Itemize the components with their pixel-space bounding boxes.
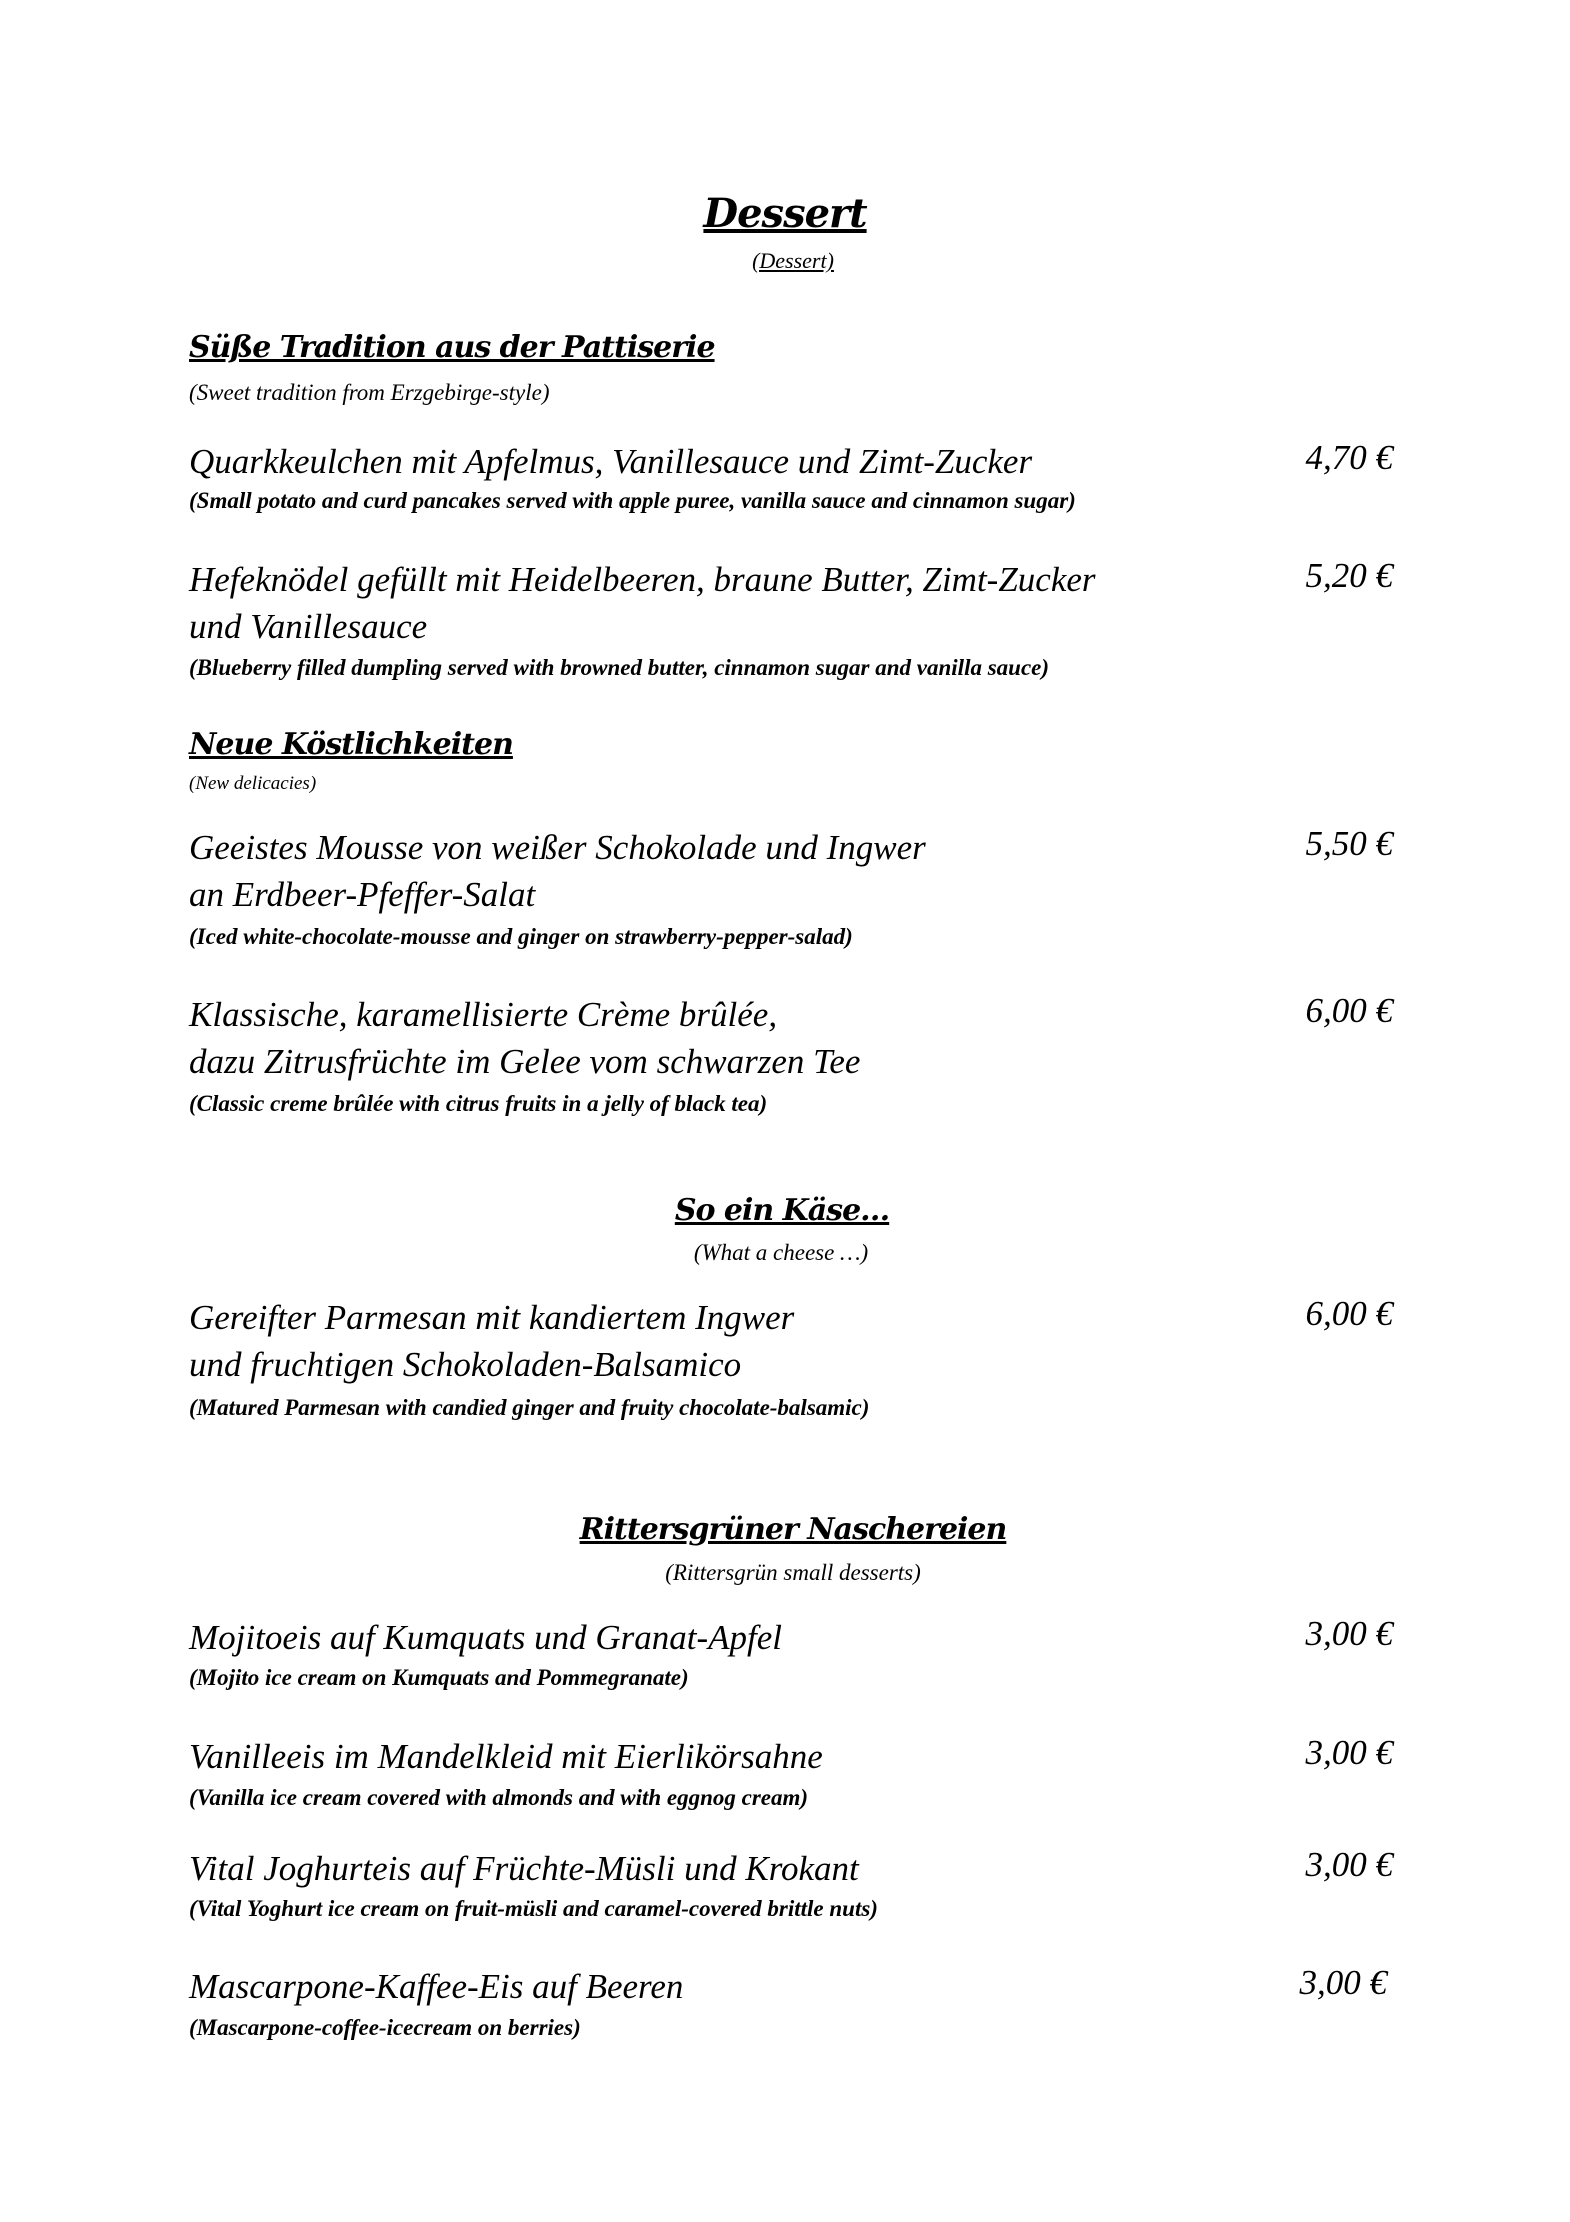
menu-item-translation: (Vanilla ice cream covered with almonds and with eggnog cream) <box>189 1785 809 1810</box>
menu-item-price: 3,00 € <box>1299 1963 1387 2002</box>
section-title-rittersgruen: Rittersgrüner Naschereien <box>579 1512 1007 1547</box>
section-title-cheese: So ein Käse… <box>674 1193 890 1228</box>
menu-item-price: 3,00 € <box>1305 1845 1393 1884</box>
menu-item-name: Vanilleeis im Mandelkleid mit Eierlikörsahne <box>189 1737 823 1776</box>
section-subtitle-cheese: (What a cheese …) <box>693 1240 869 1265</box>
menu-item-name: Hefeknödel gefüllt mit Heidelbeeren, braune Butter, Zimt-Zucker <box>189 560 1096 599</box>
menu-item-name: Mojitoeis auf Kumquats und Granat-Apfel <box>189 1618 783 1657</box>
menu-item-price: 3,00 € <box>1305 1733 1393 1772</box>
menu-item-name-line2: und fruchtigen Schokoladen-Balsamico <box>189 1345 742 1384</box>
menu-item-name: Klassische, karamellisierte Crème brûlée, <box>189 995 778 1034</box>
menu-item-translation: (Classic creme brûlée with citrus fruits in a jelly of black tea) <box>189 1091 768 1116</box>
menu-item-price: 6,00 € <box>1305 991 1393 1030</box>
menu-item-translation: (Small potato and curd pancakes served with apple puree, vanilla sauce and cinnamon sugar) <box>189 488 1076 513</box>
menu-item-price: 4,70 € <box>1305 438 1393 477</box>
menu-item-name: Geeistes Mousse von weißer Schokolade und Ingwer <box>189 828 926 867</box>
menu-item-price: 6,00 € <box>1305 1294 1393 1333</box>
page-subtitle: (Dessert) <box>752 248 834 273</box>
menu-item-name-line2: an Erdbeer-Pfeffer-Salat <box>189 875 536 914</box>
menu-item-name: Vital Joghurteis auf Früchte-Müsli und Krokant <box>189 1849 859 1888</box>
section-title-patisserie: Süße Tradition aus der Pattiserie <box>189 330 715 365</box>
menu-item-name-line2: und Vanillesauce <box>189 607 428 646</box>
section-title-new-delicacies: Neue Köstlichkeiten <box>189 727 513 762</box>
menu-item-translation: (Matured Parmesan with candied ginger and fruity chocolate-balsamic) <box>189 1395 870 1420</box>
menu-item-price: 5,50 € <box>1305 824 1393 863</box>
menu-item-translation: (Mascarpone-coffee-icecream on berries) <box>189 2015 581 2040</box>
menu-item-translation: (Blueberry filled dumpling served with browned butter, cinnamon sugar and vanilla sauce) <box>189 655 1050 680</box>
section-subtitle-new-delicacies: (New delicacies) <box>189 773 317 794</box>
menu-item-name: Gereifter Parmesan mit kandiertem Ingwer <box>189 1298 795 1337</box>
menu-item-translation: (Iced white-chocolate-mousse and ginger on strawberry-pepper-salad) <box>189 924 853 949</box>
menu-item-price: 5,20 € <box>1305 556 1393 595</box>
section-subtitle-patisserie: (Sweet tradition from Erzgebirge-style) <box>189 380 550 405</box>
menu-item-name: Mascarpone-Kaffee-Eis auf Beeren <box>189 1967 684 2006</box>
section-subtitle-rittersgruen: (Rittersgrün small desserts) <box>665 1560 921 1585</box>
page-title: Dessert <box>703 190 867 237</box>
menu-item-translation: (Mojito ice cream on Kumquats and Pommegranate) <box>189 1665 689 1690</box>
menu-item-price: 3,00 € <box>1305 1614 1393 1653</box>
menu-item-name: Quarkkeulchen mit Apfelmus, Vanillesauce und Zimt-Zucker <box>189 442 1033 481</box>
menu-item-translation: (Vital Yoghurt ice cream on fruit-müsli and caramel-covered brittle nuts) <box>189 1896 878 1921</box>
menu-item-name-line2: dazu Zitrusfrüchte im Gelee vom schwarzen Tee <box>189 1042 861 1081</box>
